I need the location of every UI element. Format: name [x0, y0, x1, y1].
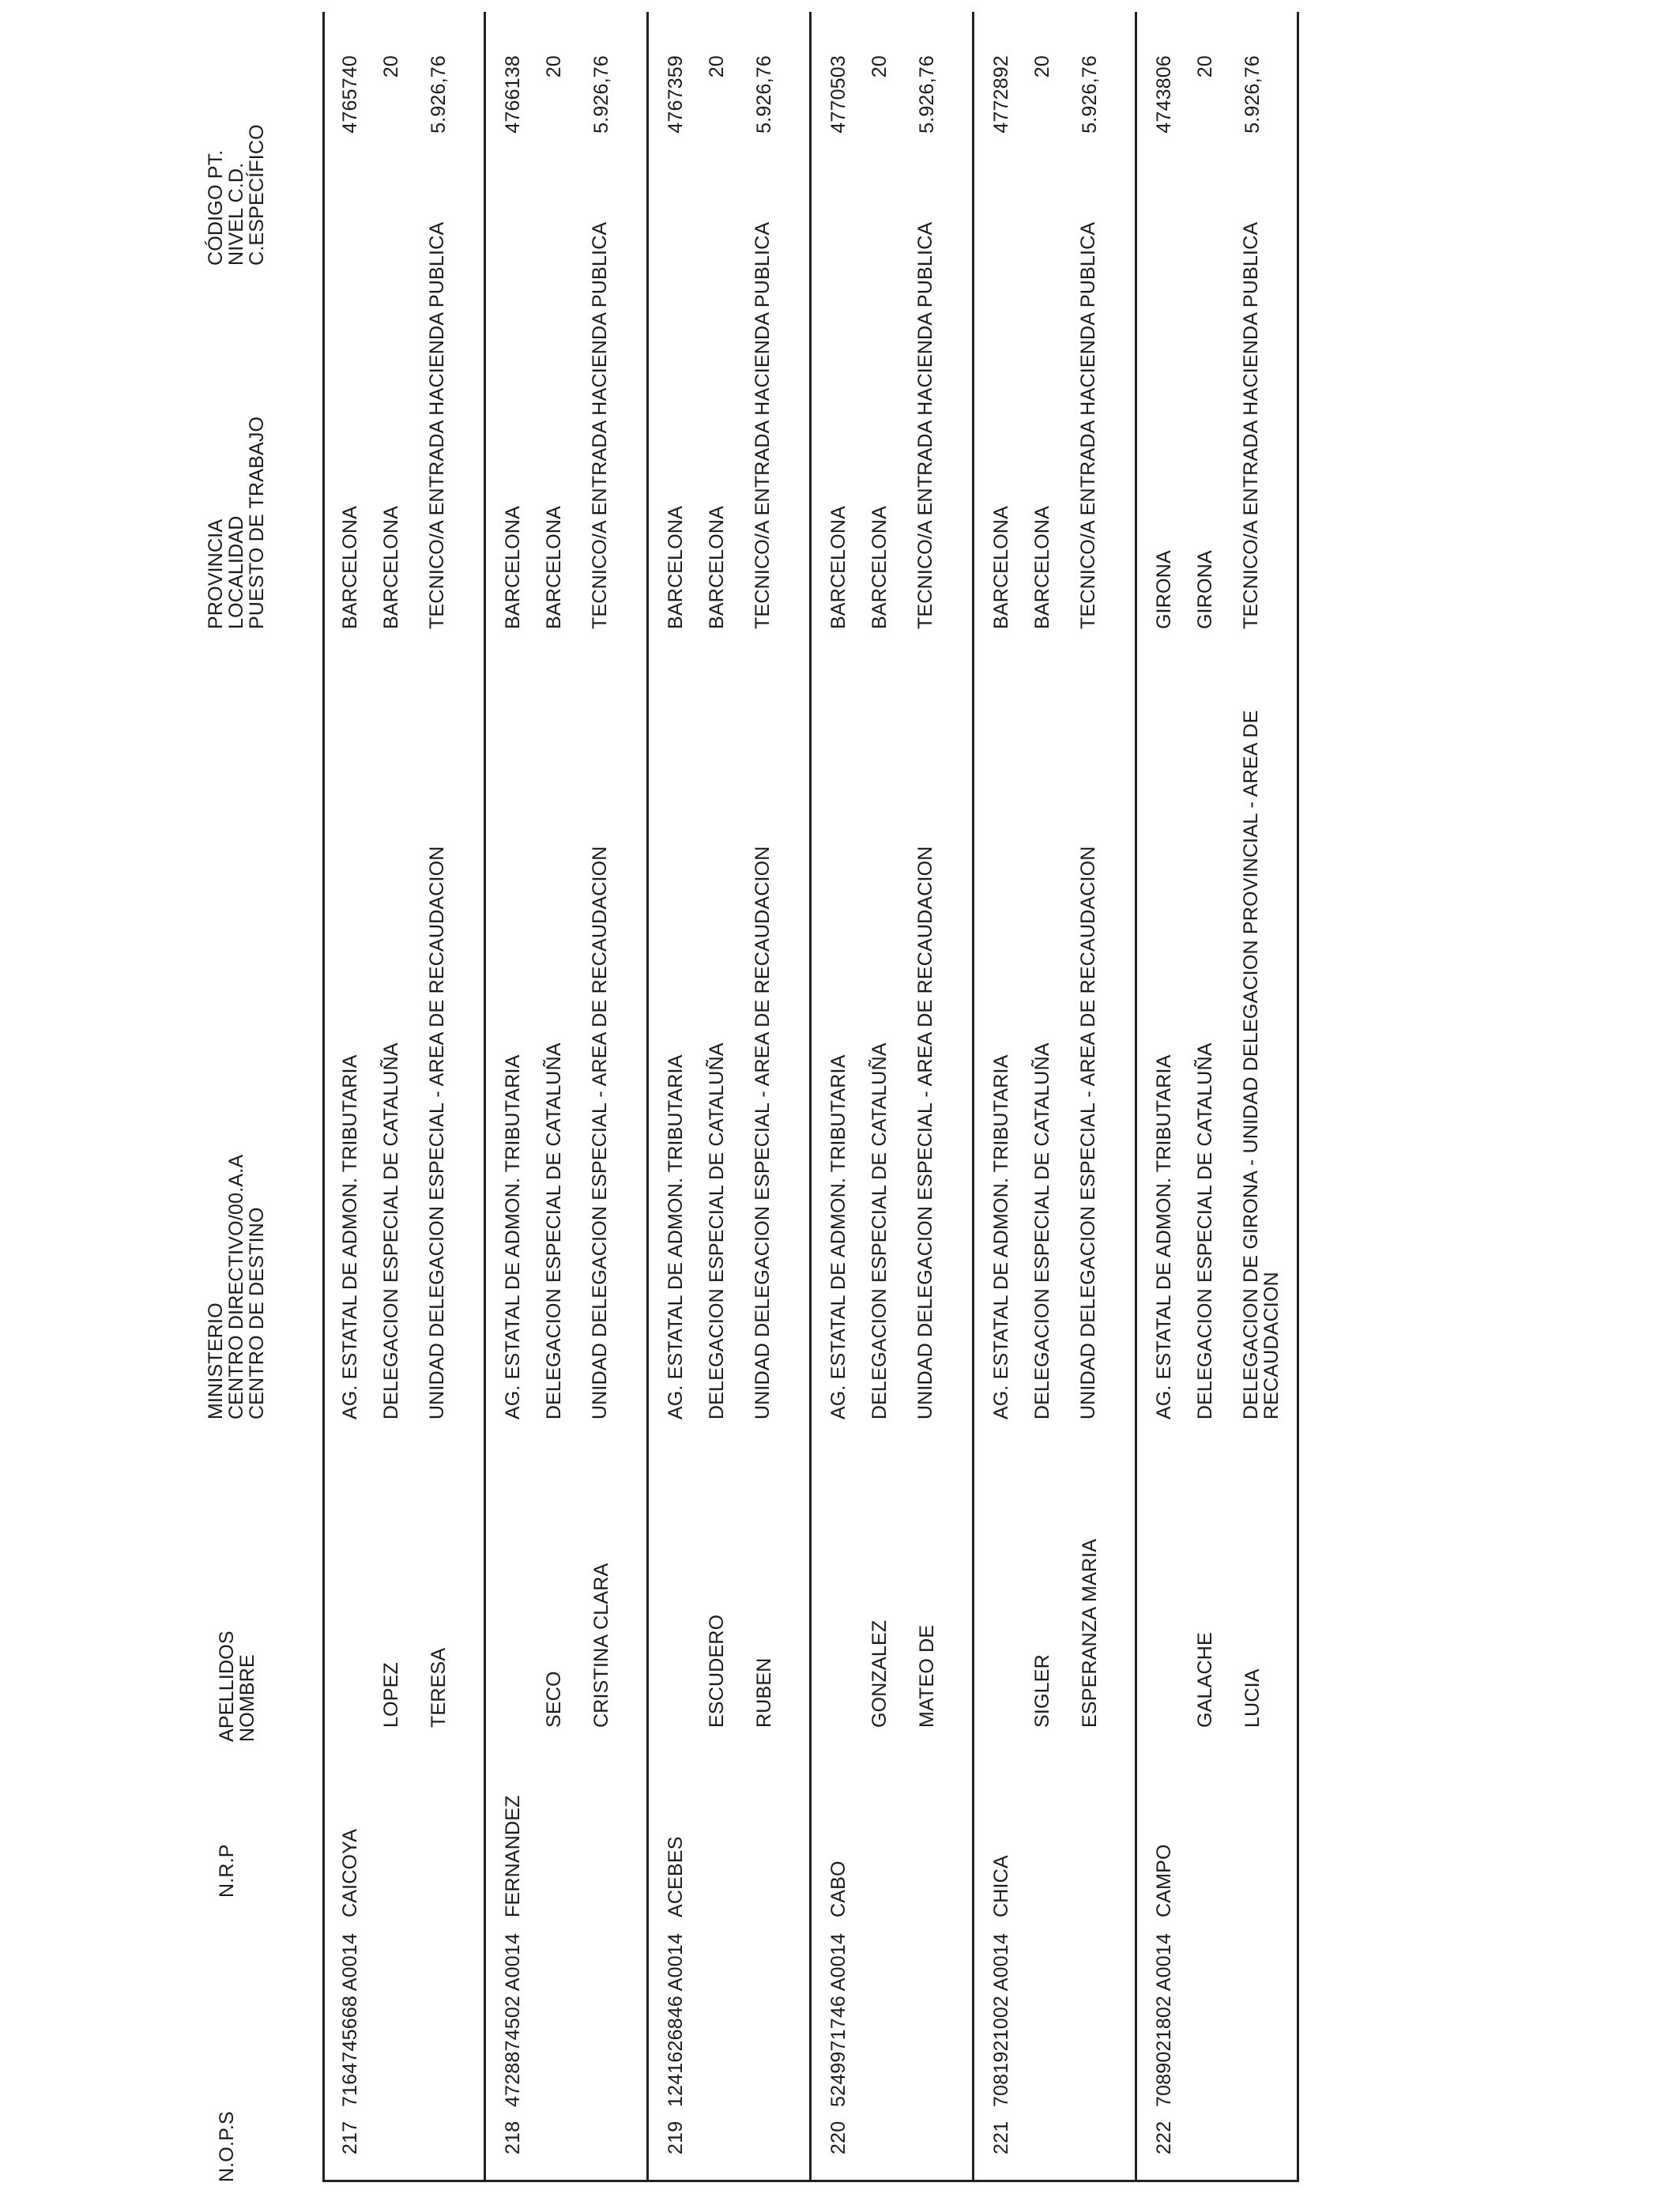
- header-especifico: C.ESPECÍFICO: [246, 124, 268, 266]
- centro-destino-cell: UNIDAD DELEGACION ESPECIAL - AREA DE RECAUDACION: [751, 846, 774, 1419]
- ministerio-cell: AG. ESTATAL DE ADMON. TRIBUTARIA: [502, 1054, 524, 1419]
- given-name-cell: LUCIA: [1241, 1668, 1264, 1728]
- provincia-cell: GIRONA: [1153, 550, 1175, 629]
- nrp-cell: 7089021802 A0014: [1153, 1932, 1175, 2107]
- nrp-cell: 7164745668 A0014: [339, 1932, 361, 2107]
- codigo-cell: 4743806: [1153, 55, 1175, 134]
- second-surname-cell: SIGLER: [1031, 1654, 1053, 1728]
- puesto-cell: TECNICO/A ENTRADA HACIENDA PUBLICA: [426, 221, 448, 629]
- localidad-cell: BARCELONA: [1031, 505, 1053, 629]
- especifico-cell: 5.926,76: [916, 55, 938, 134]
- header-nivel: NIVEL C.D.: [225, 162, 247, 266]
- nivel-cell: 20: [380, 55, 402, 78]
- nrp-cell: 1241626846 A0014: [665, 1932, 687, 2107]
- puesto-cell: TECNICO/A ENTRADA HACIENDA PUBLICA: [589, 221, 611, 629]
- provincia-cell: BARCELONA: [502, 505, 524, 629]
- provincia-cell: BARCELONA: [339, 505, 361, 629]
- centro-destino-cell: UNIDAD DELEGACION ESPECIAL - AREA DE RECAUDACION: [914, 846, 936, 1419]
- header-localidad: LOCALIDAD: [225, 515, 247, 629]
- header-nops: N.O.P.S: [216, 2111, 238, 2182]
- especifico-cell: 5.926,76: [590, 55, 612, 134]
- row-divider: [809, 12, 812, 2182]
- provincia-cell: BARCELONA: [665, 505, 687, 629]
- first-surname-cell: CAICOYA: [339, 1828, 361, 1917]
- second-surname-cell: GALACHE: [1194, 1632, 1216, 1728]
- nops-cell: 222: [1153, 2120, 1175, 2154]
- second-surname-cell: SECO: [543, 1671, 565, 1728]
- localidad-cell: BARCELONA: [543, 505, 565, 629]
- centro-directivo-cell: DELEGACION ESPECIAL DE CATALUÑA: [1031, 1042, 1053, 1419]
- localidad-cell: BARCELONA: [380, 505, 402, 629]
- header-centro-directivo: CENTRO DIRECTIVO/00.A.A: [225, 1154, 247, 1419]
- row-divider: [1135, 12, 1137, 2182]
- centro-destino-cell: DELEGACION DE GIRONA - UNIDAD DELEGACION PROVINCIAL - AREA DE RECAUDACION: [1240, 710, 1283, 1419]
- centro-destino-cell: UNIDAD DELEGACION ESPECIAL - AREA DE RECAUDACION: [589, 846, 611, 1419]
- ministerio-cell: AG. ESTATAL DE ADMON. TRIBUTARIA: [827, 1054, 849, 1419]
- header-provincia: PROVINCIA: [205, 518, 227, 629]
- nivel-cell: 20: [543, 55, 565, 78]
- given-name-cell: RUBEN: [753, 1657, 775, 1728]
- puesto-cell: TECNICO/A ENTRADA HACIENDA PUBLICA: [914, 221, 936, 629]
- given-name-cell: ESPERANZA MARIA: [1079, 1538, 1101, 1728]
- puesto-cell: TECNICO/A ENTRADA HACIENDA PUBLICA: [751, 221, 774, 629]
- especifico-cell: 5.926,76: [428, 55, 450, 134]
- first-surname-cell: CABO: [827, 1860, 849, 1917]
- centro-directivo-cell: DELEGACION ESPECIAL DE CATALUÑA: [706, 1042, 728, 1419]
- first-surname-cell: CHICA: [990, 1855, 1012, 1917]
- first-surname-cell: ACEBES: [665, 1836, 687, 1917]
- ministerio-cell: AG. ESTATAL DE ADMON. TRIBUTARIA: [1153, 1054, 1175, 1419]
- codigo-cell: 4772892: [990, 55, 1012, 134]
- localidad-cell: GIRONA: [1194, 550, 1216, 629]
- first-surname-cell: FERNANDEZ: [502, 1795, 524, 1917]
- header-codigo: CÓDIGO PT.: [205, 149, 227, 266]
- centro-directivo-cell: DELEGACION ESPECIAL DE CATALUÑA: [543, 1042, 565, 1419]
- centro-directivo-cell: DELEGACION ESPECIAL DE CATALUÑA: [1194, 1042, 1216, 1419]
- ministerio-cell: AG. ESTATAL DE ADMON. TRIBUTARIA: [665, 1054, 687, 1419]
- row-divider: [484, 12, 486, 2182]
- nrp-cell: 5249971746 A0014: [827, 1932, 849, 2107]
- given-name-cell: MATEO DE: [916, 1624, 938, 1728]
- header-apellidos: APELLIDOS: [216, 1630, 238, 1742]
- nops-cell: 221: [990, 2120, 1012, 2154]
- nrp-cell: 4728874502 A0014: [502, 1932, 524, 2107]
- centro-directivo-cell: DELEGACION ESPECIAL DE CATALUÑA: [868, 1042, 891, 1419]
- provincia-cell: BARCELONA: [827, 505, 849, 629]
- header-puesto: PUESTO DE TRABAJO: [246, 416, 268, 629]
- row-divider: [646, 12, 649, 2182]
- localidad-cell: BARCELONA: [868, 505, 891, 629]
- header-centro-destino: CENTRO DE DESTINO: [246, 1207, 268, 1419]
- second-surname-cell: LOPEZ: [380, 1662, 402, 1728]
- centro-directivo-cell: DELEGACION ESPECIAL DE CATALUÑA: [380, 1042, 402, 1419]
- codigo-cell: 4766138: [502, 55, 524, 134]
- provincia-cell: BARCELONA: [990, 505, 1012, 629]
- header-ministerio: MINISTERIO: [205, 1302, 227, 1419]
- especifico-cell: 5.926,76: [1079, 55, 1101, 134]
- nivel-cell: 20: [1194, 55, 1216, 78]
- puesto-cell: TECNICO/A ENTRADA HACIENDA PUBLICA: [1077, 221, 1099, 629]
- first-surname-cell: CAMPO: [1153, 1844, 1175, 1917]
- codigo-cell: 4767359: [665, 55, 687, 134]
- localidad-cell: BARCELONA: [706, 505, 728, 629]
- second-surname-cell: ESCUDERO: [706, 1614, 728, 1728]
- given-name-cell: TERESA: [428, 1647, 450, 1728]
- nops-cell: 218: [502, 2120, 524, 2154]
- codigo-cell: 4765740: [339, 55, 361, 134]
- nivel-cell: 20: [868, 55, 891, 78]
- given-name-cell: CRISTINA CLARA: [590, 1563, 612, 1728]
- header-nrp: N.R.P: [216, 1844, 238, 1898]
- nivel-cell: 20: [1031, 55, 1053, 78]
- row-divider: [972, 12, 974, 2182]
- especifico-cell: 5.926,76: [753, 55, 775, 134]
- nops-cell: 220: [827, 2120, 849, 2154]
- ministerio-cell: AG. ESTATAL DE ADMON. TRIBUTARIA: [339, 1054, 361, 1419]
- puesto-cell: TECNICO/A ENTRADA HACIENDA PUBLICA: [1240, 221, 1262, 629]
- centro-destino-cell: UNIDAD DELEGACION ESPECIAL - AREA DE RECAUDACION: [1077, 846, 1099, 1419]
- nops-cell: 217: [339, 2120, 361, 2154]
- ministerio-cell: AG. ESTATAL DE ADMON. TRIBUTARIA: [990, 1054, 1012, 1419]
- nops-cell: 219: [665, 2120, 687, 2154]
- nivel-cell: 20: [706, 55, 728, 78]
- especifico-cell: 5.926,76: [1241, 55, 1264, 134]
- header-nombre: NOMBRE: [236, 1654, 258, 1742]
- second-surname-cell: GONZALEZ: [868, 1619, 891, 1728]
- centro-destino-cell: UNIDAD DELEGACION ESPECIAL - AREA DE RECAUDACION: [426, 846, 448, 1419]
- codigo-cell: 4770503: [827, 55, 849, 134]
- nrp-cell: 7081921002 A0014: [990, 1932, 1012, 2107]
